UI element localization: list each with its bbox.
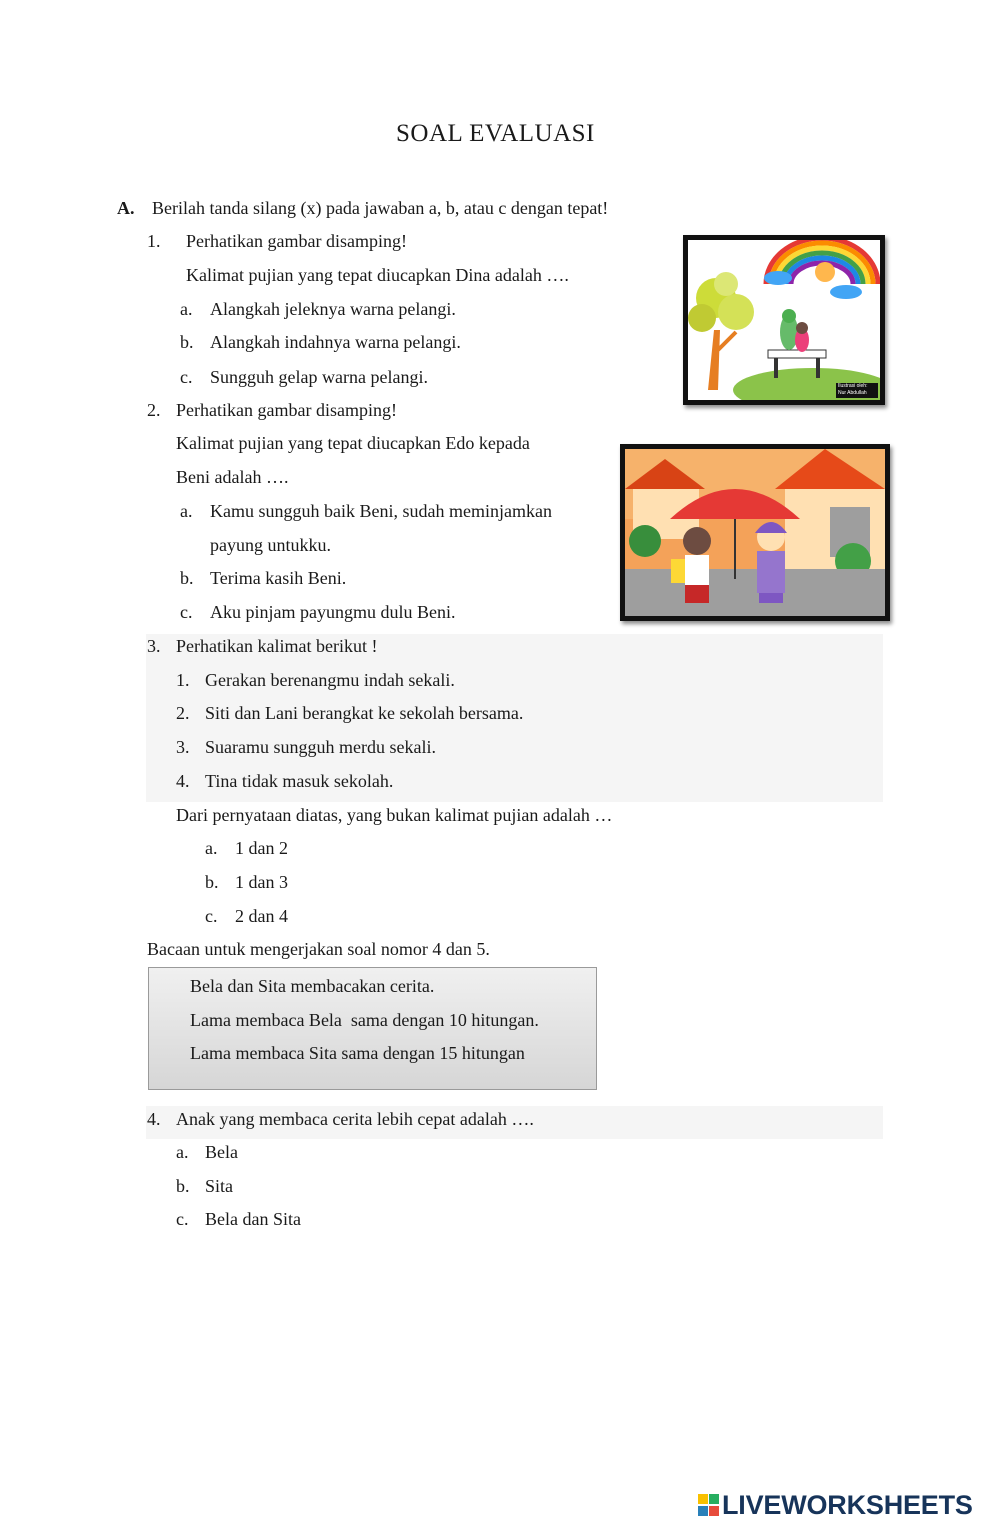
q3-option-b[interactable]: 1 dan 3 (235, 872, 288, 892)
q3-item-3-num: 3. (176, 737, 190, 757)
q3-item-2-num: 2. (176, 703, 190, 723)
q2-option-a[interactable]: Kamu sungguh baik Beni, sudah meminjamkan (210, 501, 552, 521)
q3-option-a[interactable]: 1 dan 2 (235, 838, 288, 858)
q1-number: 1. (147, 231, 161, 251)
q3-item-3: Suaramu sungguh merdu sekali. (205, 737, 436, 757)
section-instruction: Berilah tanda silang (x) pada jawaban a, b, atau c dengan tepat! (152, 198, 609, 218)
q3-option-b-letter: b. (205, 872, 219, 892)
q1-option-c[interactable]: Sungguh gelap warna pelangi. (210, 367, 428, 387)
q4-number: 4. (147, 1109, 161, 1129)
q3-item-4: Tina tidak masuk sekolah. (205, 771, 394, 791)
q2-option-b[interactable]: Terima kasih Beni. (210, 568, 347, 588)
q4-option-a-letter: a. (176, 1142, 189, 1162)
q3-item-2: Siti dan Lani berangkat ke sekolah bersama. (205, 703, 524, 723)
reading-intro: Bacaan untuk mengerjakan soal nomor 4 dan 5. (147, 939, 490, 959)
q2-line3: Beni adalah …. (176, 467, 289, 487)
q1-option-a-letter: a. (180, 299, 193, 319)
q3-item-1-num: 1. (176, 670, 190, 690)
q4-line1: Anak yang membaca cerita lebih cepat adalah …. (176, 1109, 534, 1129)
q2-option-c[interactable]: Aku pinjam payungmu dulu Beni. (210, 602, 456, 622)
q2-option-a-letter: a. (180, 501, 193, 521)
q4-option-b-letter: b. (176, 1176, 190, 1196)
q1-line1: Perhatikan gambar disamping! (186, 231, 407, 251)
logo-blocks-icon (698, 1494, 720, 1518)
q1-option-a[interactable]: Alangkah jeleknya warna pelangi. (210, 299, 456, 319)
image-credit-line2: Nur Abdullah (838, 390, 867, 396)
rainbow-scene-icon (688, 240, 880, 400)
q4-option-a[interactable]: Bela (205, 1142, 238, 1162)
umbrella-scene-icon (625, 449, 885, 616)
q1-option-b[interactable]: Alangkah indahnya warna pelangi. (210, 332, 461, 352)
logo-text: LIVEWORKSHEETS (722, 1490, 973, 1520)
page-title: SOAL EVALUASI (396, 120, 595, 147)
umbrella-illustration (620, 444, 890, 621)
q1-option-b-letter: b. (180, 332, 194, 352)
rainbow-illustration (683, 235, 885, 405)
q2-line1: Perhatikan gambar disamping! (176, 400, 397, 420)
q1-line2: Kalimat pujian yang tepat diucapkan Dina adalah …. (186, 265, 569, 285)
q2-option-a-cont: payung untukku. (210, 535, 331, 555)
q3-item-1: Gerakan berenangmu indah sekali. (205, 670, 455, 690)
q4-option-b[interactable]: Sita (205, 1176, 234, 1196)
q2-option-b-letter: b. (180, 568, 194, 588)
q2-line2: Kalimat pujian yang tepat diucapkan Edo kepada (176, 433, 530, 453)
image-credit-line1: Ilustrasi oleh: (838, 383, 868, 389)
q2-option-c-letter: c. (180, 602, 193, 622)
q3-option-c-letter: c. (205, 906, 218, 926)
q3-number: 3. (147, 636, 161, 656)
q3-item-4-num: 4. (176, 771, 190, 791)
q1-option-c-letter: c. (180, 367, 193, 387)
q4-option-c[interactable]: Bela dan Sita (205, 1209, 301, 1229)
q3-line1: Perhatikan kalimat berikut ! (176, 636, 378, 656)
section-letter: A. (117, 198, 135, 218)
q3-option-a-letter: a. (205, 838, 218, 858)
reading-line-1: Bela dan Sita membacakan cerita. (190, 976, 435, 996)
reading-line-2: Lama membaca Bela sama dengan 10 hitungan. (190, 1010, 539, 1030)
q3-option-c[interactable]: 2 dan 4 (235, 906, 288, 926)
reading-line-3: Lama membaca Sita sama dengan 15 hitungan (190, 1043, 525, 1063)
q2-number: 2. (147, 400, 161, 420)
q3-question: Dari pernyataan diatas, yang bukan kalimat pujian adalah … (176, 805, 613, 825)
q4-option-c-letter: c. (176, 1209, 189, 1229)
